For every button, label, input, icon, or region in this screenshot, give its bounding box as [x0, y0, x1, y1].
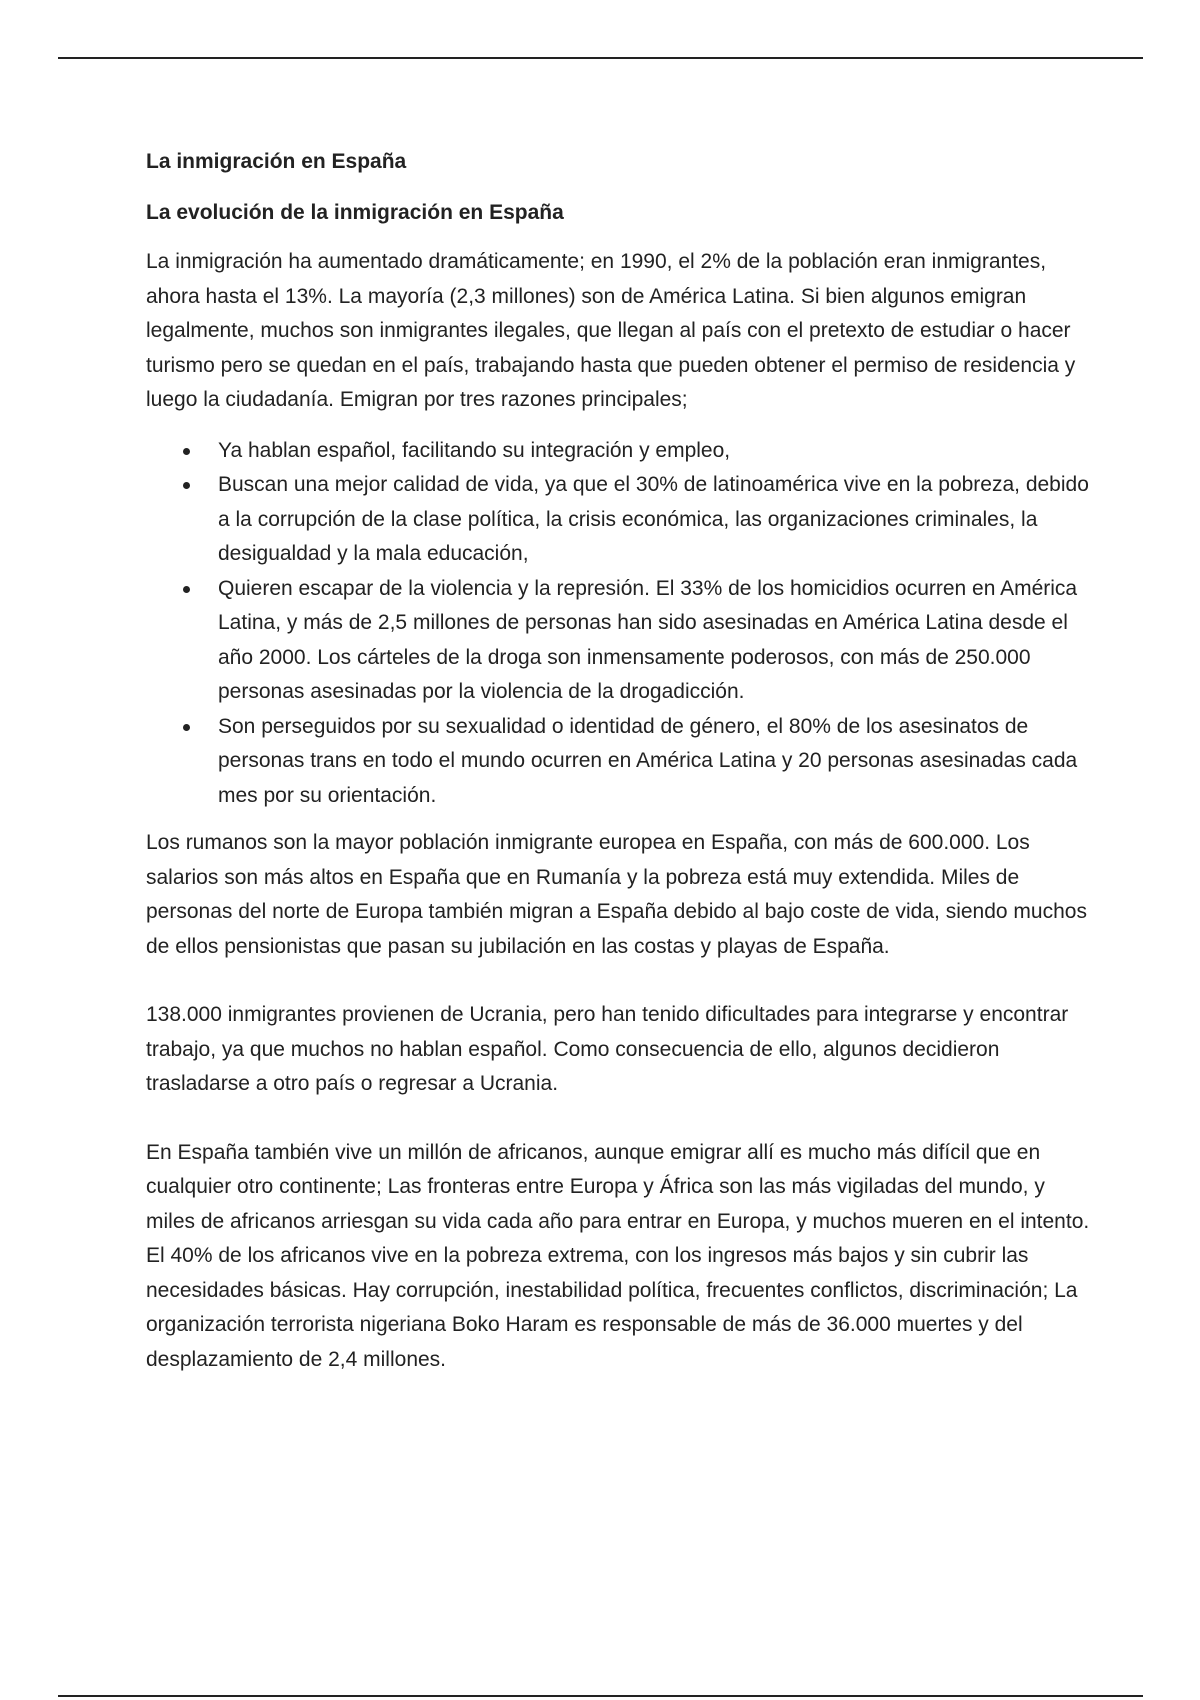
- bullet-icon: [183, 586, 190, 593]
- list-item-text: Son perseguidos por su sexualidad o identidad de género, el 80% de los asesinatos de personas trans en todo el mundo ocurren en América Latina y 20 personas asesinadas cada mes por su orientación.: [218, 714, 1078, 807]
- romanians-paragraph: Los rumanos son la mayor población inmigrante europea en España, con más de 600.000. Los salarios son más altos en España que en Rumanía y la pobreza está muy extendida. Miles de personas del norte de Europa también migran a España debido al bajo coste de vida, siendo muchos de ellos pensionistas que pasan su jubilación en las costas y playas de España.: [146, 831, 1087, 958]
- list-item: [146, 572, 1096, 710]
- intro-paragraph: La inmigración ha aumentado dramáticamente; en 1990, el 2% de la población eran inmigrantes, ahora hasta el 13%. La mayoría (2,3 millones) son de América Latina. Si bien algunos emigran legalmente, muchos son inmigrantes ilegales, que llegan al país con el pretexto de estudiar o hacer turismo pero se quedan en el país, trabajando hasta que pueden obtener el permiso de residencia y luego la ciudadanía. Emigran por tres razones principales;: [146, 250, 1076, 411]
- list-item: [146, 434, 1096, 469]
- footer-divider: [58, 1695, 1143, 1697]
- africa-paragraph: En España también vive un millón de africanos, aunque emigrar allí es mucho más difícil que en cualquier otro continente; Las fronteras entre Europa y África son las más vigiladas del mundo, y miles de africanos arriesgan su vida cada año para entrar en Europa, y muchos mueren en el intento. El 40% de los africanos vive en la pobreza extrema, con los ingresos más bajos y sin cubrir las necesidades básicas. Hay corrupción, inestabilidad política, frecuentes conflictos, discriminación; La organización terrorista nigeriana Boko Haram es responsable de más de 36.000 muertes y del desplazamiento de 2,4 millones.: [146, 1140, 1090, 1371]
- bullet-icon: [183, 482, 190, 489]
- list-item-text: Ya hablan español, facilitando su integración y empleo,: [218, 438, 731, 462]
- bullet-icon: [183, 448, 190, 455]
- list-item: [146, 468, 1096, 572]
- reasons-list: [146, 434, 1096, 814]
- bullet-icon: [183, 724, 190, 731]
- section-title: La evolución de la inmigración en España: [146, 200, 564, 224]
- document-body: [146, 145, 1096, 1377]
- header-divider: [58, 57, 1143, 59]
- document-title: La inmigración en España: [146, 150, 407, 173]
- ukraine-paragraph: 138.000 inmigrantes provienen de Ucrania, pero han tenido dificultades para integrarse y encontrar trabajo, ya que muchos no hablan español. Como consecuencia de ello, algunos decidieron trasladarse a otro país o regresar a Ucrania.: [146, 1003, 1069, 1095]
- list-item: [146, 710, 1096, 814]
- list-item-text: Buscan una mejor calidad de vida, ya que el 30% de latinoamérica vive en la pobreza, debido a la corrupción de la clase política, la crisis económica, las organizaciones criminales, la desigualdad y la mala educación,: [218, 473, 1089, 565]
- list-item-text: Quieren escapar de la violencia y la represión. El 33% de los homicidios ocurren en América Latina, y más de 2,5 millones de personas han sido asesinadas en América Latina desde el año 2000. Los cárteles de la droga son inmensamente poderosos, con más de 250.000 personas asesinadas por la violencia de la drogadicción.: [218, 576, 1078, 703]
